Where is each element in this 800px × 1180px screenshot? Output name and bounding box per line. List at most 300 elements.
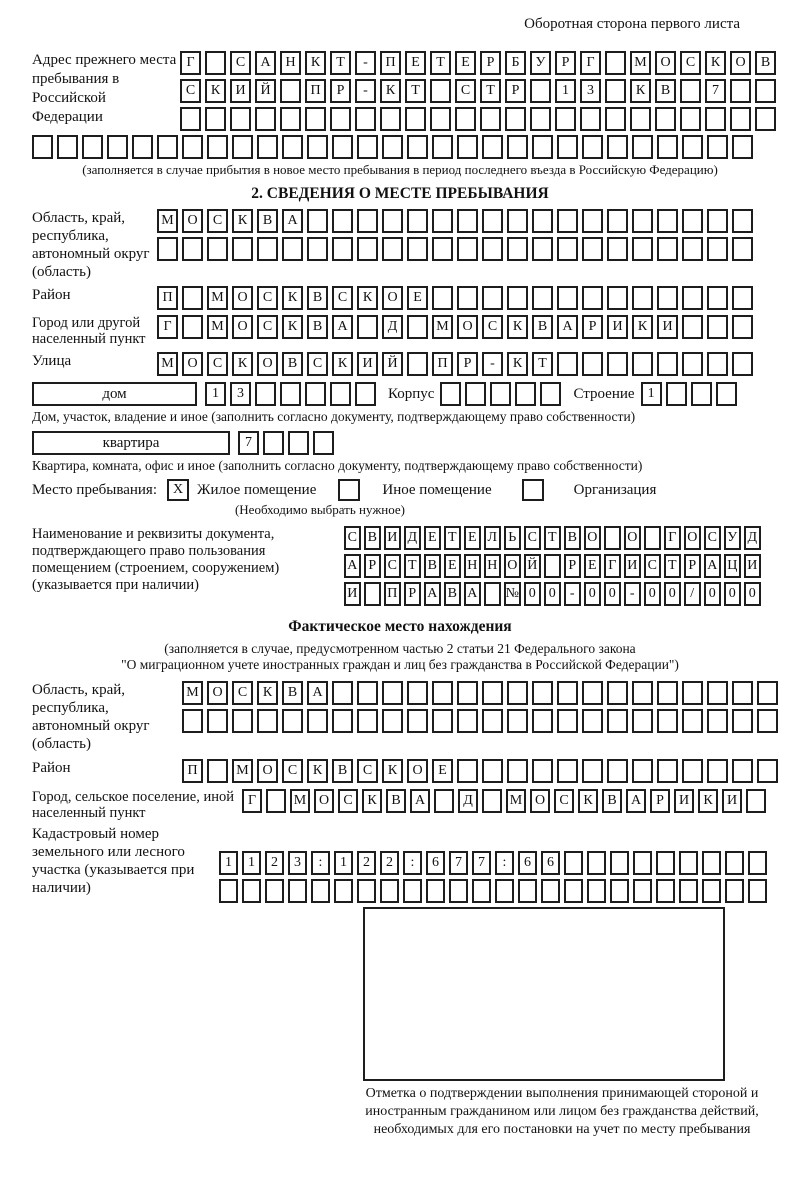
char-cell bbox=[725, 851, 744, 875]
char-cell: В bbox=[564, 526, 581, 550]
char-cell: М bbox=[207, 315, 228, 339]
char-cell bbox=[282, 237, 303, 261]
char-cell: С bbox=[207, 352, 228, 376]
char-cell: 7 bbox=[472, 851, 491, 875]
char-cell bbox=[207, 759, 228, 783]
char-cell bbox=[607, 759, 628, 783]
char-cell: К bbox=[257, 681, 278, 705]
raion-field bbox=[0, 286, 800, 310]
char-cell: И bbox=[624, 554, 641, 578]
char-cell bbox=[432, 681, 453, 705]
char-cell bbox=[746, 789, 766, 813]
char-cell bbox=[432, 237, 453, 261]
fact-raion-label: Район bbox=[32, 760, 71, 776]
char-cell: О bbox=[182, 352, 203, 376]
char-cell: / bbox=[684, 582, 701, 606]
char-cell: К bbox=[282, 315, 303, 339]
char-cell bbox=[607, 352, 628, 376]
char-cell: А bbox=[557, 315, 578, 339]
fact-raion-row bbox=[182, 759, 778, 783]
ulitsa-label: Улица bbox=[32, 353, 72, 369]
char-cell bbox=[582, 681, 603, 705]
char-cell: В bbox=[364, 526, 381, 550]
char-cell: № bbox=[504, 582, 521, 606]
char-cell bbox=[607, 135, 628, 159]
char-cell: Й bbox=[524, 554, 541, 578]
char-cell bbox=[182, 709, 203, 733]
char-cell bbox=[605, 51, 626, 75]
char-cell bbox=[518, 879, 537, 903]
char-cell: 7 bbox=[705, 79, 726, 103]
char-cell bbox=[182, 237, 203, 261]
option-inoe-label: Иное помещение bbox=[382, 481, 492, 498]
char-cell bbox=[757, 681, 778, 705]
char-cell: - bbox=[564, 582, 581, 606]
char-cell bbox=[582, 286, 603, 310]
char-cell bbox=[382, 709, 403, 733]
char-cell bbox=[455, 107, 476, 131]
char-cell bbox=[232, 135, 253, 159]
char-cell: С bbox=[332, 286, 353, 310]
char-cell bbox=[432, 286, 453, 310]
fact-oblast-rows bbox=[182, 681, 778, 733]
char-cell bbox=[707, 286, 728, 310]
char-cell: Г bbox=[604, 554, 621, 578]
char-cell: 1 bbox=[242, 851, 261, 875]
char-cell bbox=[748, 851, 767, 875]
char-cell bbox=[280, 107, 301, 131]
char-cell bbox=[532, 286, 553, 310]
char-cell bbox=[657, 709, 678, 733]
korpus-cells bbox=[440, 382, 561, 406]
char-cell bbox=[757, 709, 778, 733]
ulitsa-field bbox=[0, 352, 800, 376]
oblast-row-2 bbox=[157, 237, 753, 261]
char-cell: Р bbox=[457, 352, 478, 376]
char-cell bbox=[732, 315, 753, 339]
char-cell: Т bbox=[532, 352, 553, 376]
char-cell bbox=[180, 107, 201, 131]
char-cell bbox=[407, 135, 428, 159]
char-cell bbox=[232, 237, 253, 261]
char-cell: 3 bbox=[230, 382, 251, 406]
char-cell bbox=[607, 709, 628, 733]
char-cell: О bbox=[314, 789, 334, 813]
char-cell: В bbox=[257, 209, 278, 233]
char-cell bbox=[380, 107, 401, 131]
char-cell bbox=[657, 681, 678, 705]
char-cell: Ц bbox=[724, 554, 741, 578]
char-cell bbox=[482, 789, 502, 813]
char-cell bbox=[207, 237, 228, 261]
char-cell bbox=[707, 709, 728, 733]
kvartira-caption: Квартира, комната, офис и иное (заполнить согласно документу, подтверждающему право собственности) bbox=[32, 458, 643, 473]
char-cell bbox=[257, 709, 278, 733]
char-cell bbox=[482, 709, 503, 733]
char-cell: 0 bbox=[664, 582, 681, 606]
char-cell: - bbox=[624, 582, 641, 606]
gorod-field bbox=[0, 315, 800, 347]
fact-gorod-field bbox=[0, 789, 800, 821]
char-cell bbox=[657, 759, 678, 783]
char-cell bbox=[505, 107, 526, 131]
fact-oblast-row-2 bbox=[182, 709, 778, 733]
char-cell bbox=[157, 135, 178, 159]
char-cell: В bbox=[282, 352, 303, 376]
char-cell bbox=[495, 879, 514, 903]
char-cell bbox=[682, 709, 703, 733]
char-cell: Т bbox=[664, 554, 681, 578]
char-cell bbox=[364, 582, 381, 606]
char-cell: Е bbox=[584, 554, 601, 578]
char-cell: С bbox=[282, 759, 303, 783]
char-cell: П bbox=[305, 79, 326, 103]
char-cell: Т bbox=[444, 526, 461, 550]
char-cell bbox=[656, 879, 675, 903]
kadastr-field bbox=[0, 825, 800, 903]
prev-address-rows bbox=[180, 51, 776, 131]
char-cell bbox=[610, 879, 629, 903]
char-cell: Р bbox=[582, 315, 603, 339]
char-cell bbox=[532, 237, 553, 261]
char-cell bbox=[632, 237, 653, 261]
stamp-box bbox=[363, 907, 725, 1081]
char-cell: Р bbox=[330, 79, 351, 103]
section2-title: 2. СВЕДЕНИЯ О МЕСТЕ ПРЕБЫВАНИЯ bbox=[251, 185, 549, 202]
char-cell bbox=[332, 709, 353, 733]
char-cell: С bbox=[257, 315, 278, 339]
char-cell: В bbox=[307, 286, 328, 310]
char-cell bbox=[207, 135, 228, 159]
char-cell bbox=[541, 879, 560, 903]
stroenie-cells bbox=[641, 382, 737, 406]
oblast-label: Область, край, республика, автономный округ (область) bbox=[32, 210, 150, 280]
char-cell: А bbox=[410, 789, 430, 813]
kvartira-box-label: квартира bbox=[32, 431, 230, 455]
char-cell: О bbox=[407, 759, 428, 783]
char-cell bbox=[182, 286, 203, 310]
char-cell: В bbox=[307, 315, 328, 339]
char-cell: 1 bbox=[334, 851, 353, 875]
char-cell: А bbox=[332, 315, 353, 339]
char-cell bbox=[32, 135, 53, 159]
char-cell: И bbox=[230, 79, 251, 103]
char-cell bbox=[682, 681, 703, 705]
option-organizatsiya-label: Организация bbox=[573, 481, 657, 498]
char-cell bbox=[748, 879, 767, 903]
char-cell bbox=[355, 382, 376, 406]
char-cell bbox=[557, 209, 578, 233]
char-cell bbox=[434, 789, 454, 813]
char-cell bbox=[507, 681, 528, 705]
char-cell: Л bbox=[484, 526, 501, 550]
char-cell: Е bbox=[405, 51, 426, 75]
char-cell bbox=[605, 107, 626, 131]
char-cell bbox=[357, 879, 376, 903]
char-cell bbox=[430, 107, 451, 131]
char-cell bbox=[265, 879, 284, 903]
prev-address-label: Адрес прежнего места пребывания в Российской Федерации bbox=[32, 52, 177, 125]
char-cell: 1 bbox=[219, 851, 238, 875]
checkbox-inoe bbox=[338, 479, 360, 501]
char-cell: С bbox=[307, 352, 328, 376]
char-cell: П bbox=[157, 286, 178, 310]
char-cell bbox=[255, 107, 276, 131]
char-cell bbox=[449, 879, 468, 903]
char-cell bbox=[530, 79, 551, 103]
mesto-label: Место пребывания: bbox=[32, 481, 157, 498]
dom-cells bbox=[205, 382, 376, 406]
char-cell bbox=[682, 315, 703, 339]
char-cell bbox=[472, 879, 491, 903]
char-cell: О bbox=[584, 526, 601, 550]
document-rows bbox=[344, 526, 761, 606]
char-cell bbox=[730, 107, 751, 131]
char-cell: О bbox=[207, 681, 228, 705]
char-cell bbox=[482, 237, 503, 261]
char-cell bbox=[707, 681, 728, 705]
char-cell bbox=[465, 382, 486, 406]
char-cell bbox=[282, 709, 303, 733]
char-cell: О bbox=[655, 51, 676, 75]
char-cell bbox=[507, 759, 528, 783]
char-cell bbox=[632, 681, 653, 705]
char-cell bbox=[732, 759, 753, 783]
char-cell: О bbox=[504, 554, 521, 578]
char-cell bbox=[482, 286, 503, 310]
char-cell: В bbox=[282, 681, 303, 705]
char-cell bbox=[457, 286, 478, 310]
prev-address-row-3 bbox=[180, 107, 776, 131]
char-cell bbox=[707, 315, 728, 339]
fact-title: Фактическое место нахождения bbox=[288, 618, 512, 635]
char-cell bbox=[332, 237, 353, 261]
char-cell bbox=[507, 237, 528, 261]
char-cell: М bbox=[506, 789, 526, 813]
char-cell bbox=[357, 135, 378, 159]
char-cell: А bbox=[424, 582, 441, 606]
char-cell bbox=[255, 382, 276, 406]
char-cell: 0 bbox=[744, 582, 761, 606]
char-cell bbox=[482, 209, 503, 233]
char-cell bbox=[311, 879, 330, 903]
char-cell bbox=[732, 709, 753, 733]
char-cell: 0 bbox=[704, 582, 721, 606]
char-cell: К bbox=[232, 352, 253, 376]
char-cell: Т bbox=[404, 554, 421, 578]
char-cell: Е bbox=[444, 554, 461, 578]
char-cell: С bbox=[384, 554, 401, 578]
char-cell bbox=[107, 135, 128, 159]
char-cell bbox=[702, 879, 721, 903]
char-cell bbox=[407, 209, 428, 233]
char-cell bbox=[657, 352, 678, 376]
char-cell bbox=[732, 286, 753, 310]
char-cell: О bbox=[232, 315, 253, 339]
char-cell bbox=[679, 851, 698, 875]
char-cell: С bbox=[230, 51, 251, 75]
char-cell bbox=[357, 315, 378, 339]
char-cell: М bbox=[157, 352, 178, 376]
char-cell bbox=[182, 135, 203, 159]
char-cell bbox=[507, 209, 528, 233]
char-cell: Г bbox=[157, 315, 178, 339]
char-cell bbox=[657, 209, 678, 233]
char-cell bbox=[207, 709, 228, 733]
char-cell: С bbox=[644, 554, 661, 578]
fact-oblast-field bbox=[0, 681, 800, 753]
char-cell: М bbox=[232, 759, 253, 783]
char-cell bbox=[266, 789, 286, 813]
char-cell: Е bbox=[424, 526, 441, 550]
char-cell: Д bbox=[744, 526, 761, 550]
char-cell bbox=[544, 554, 561, 578]
kadastr-rows bbox=[219, 825, 767, 903]
char-cell bbox=[407, 237, 428, 261]
stroenie-label: Строение bbox=[573, 385, 635, 402]
char-cell: И bbox=[657, 315, 678, 339]
char-cell: 0 bbox=[724, 582, 741, 606]
char-cell: Р bbox=[650, 789, 670, 813]
fact-caption-2: "О миграционном учете иностранных граждан и лиц без гражданства в Российской Федерации") bbox=[121, 657, 679, 672]
char-cell bbox=[582, 759, 603, 783]
char-cell bbox=[332, 209, 353, 233]
char-cell: 3 bbox=[288, 851, 307, 875]
char-cell bbox=[557, 352, 578, 376]
char-cell: К bbox=[507, 352, 528, 376]
char-cell bbox=[357, 237, 378, 261]
dom-caption: Дом, участок, владение и иное (заполнить согласно документу, подтверждающему право собственности) bbox=[32, 409, 636, 424]
char-cell: С bbox=[455, 79, 476, 103]
char-cell bbox=[656, 851, 675, 875]
char-cell bbox=[732, 681, 753, 705]
char-cell bbox=[157, 237, 178, 261]
char-cell: К bbox=[630, 79, 651, 103]
char-cell: А bbox=[704, 554, 721, 578]
kvartira-cells bbox=[238, 431, 334, 455]
fact-gorod-row bbox=[242, 789, 766, 813]
mesto-prebyvaniya-row bbox=[0, 479, 800, 501]
char-cell bbox=[607, 237, 628, 261]
char-cell bbox=[382, 681, 403, 705]
prev-address-row-1 bbox=[180, 51, 776, 75]
raion-row bbox=[157, 286, 753, 310]
kadastr-label: Кадастровый номер земельного или лесного участка (указывается при наличии) bbox=[32, 826, 195, 896]
fact-gorod-label: Город, сельское поселение, иной населенный пункт bbox=[32, 789, 235, 821]
char-cell bbox=[407, 352, 428, 376]
char-cell: С bbox=[338, 789, 358, 813]
char-cell: Н bbox=[464, 554, 481, 578]
char-cell bbox=[705, 107, 726, 131]
char-cell bbox=[432, 709, 453, 733]
oblast-row-1 bbox=[157, 209, 753, 233]
char-cell: М bbox=[290, 789, 310, 813]
char-cell: К bbox=[362, 789, 382, 813]
char-cell: М bbox=[207, 286, 228, 310]
char-cell: Т bbox=[330, 51, 351, 75]
char-cell: Р bbox=[564, 554, 581, 578]
kadastr-row-2 bbox=[219, 879, 767, 903]
char-cell bbox=[587, 851, 606, 875]
char-cell: О bbox=[457, 315, 478, 339]
char-cell: 0 bbox=[524, 582, 541, 606]
char-cell bbox=[532, 759, 553, 783]
char-cell: 1 bbox=[555, 79, 576, 103]
char-cell: Р bbox=[404, 582, 421, 606]
korpus-label: Корпус bbox=[388, 385, 435, 402]
char-cell: П bbox=[384, 582, 401, 606]
char-cell bbox=[582, 709, 603, 733]
char-cell: А bbox=[282, 209, 303, 233]
char-cell bbox=[557, 759, 578, 783]
char-cell bbox=[632, 352, 653, 376]
char-cell: П bbox=[182, 759, 203, 783]
char-cell: - bbox=[355, 79, 376, 103]
char-cell: К bbox=[305, 51, 326, 75]
char-cell: 2 bbox=[357, 851, 376, 875]
char-cell bbox=[307, 209, 328, 233]
char-cell bbox=[482, 135, 503, 159]
char-cell bbox=[457, 709, 478, 733]
prev-address-caption: (заполняется в случае прибытия в новое место пребывания в период последнего въезда в Российскую Федерацию) bbox=[82, 162, 718, 177]
char-cell bbox=[657, 135, 678, 159]
char-cell bbox=[357, 709, 378, 733]
char-cell bbox=[82, 135, 103, 159]
option-zhiloe-label: Жилое помещение bbox=[197, 481, 317, 498]
char-cell bbox=[691, 382, 712, 406]
char-cell bbox=[230, 107, 251, 131]
char-cell: Т bbox=[480, 79, 501, 103]
char-cell: Д bbox=[382, 315, 403, 339]
char-cell bbox=[432, 135, 453, 159]
char-cell: О bbox=[530, 789, 550, 813]
char-cell: К bbox=[282, 286, 303, 310]
char-cell bbox=[732, 209, 753, 233]
char-cell: 2 bbox=[380, 851, 399, 875]
char-cell bbox=[257, 237, 278, 261]
char-cell bbox=[515, 382, 536, 406]
char-cell: Н bbox=[280, 51, 301, 75]
char-cell: Д bbox=[458, 789, 478, 813]
char-cell: В bbox=[602, 789, 622, 813]
char-cell bbox=[382, 135, 403, 159]
char-cell: А bbox=[464, 582, 481, 606]
char-cell bbox=[610, 851, 629, 875]
char-cell: С bbox=[180, 79, 201, 103]
char-cell bbox=[582, 135, 603, 159]
char-cell: И bbox=[607, 315, 628, 339]
char-cell bbox=[313, 431, 334, 455]
char-cell bbox=[532, 209, 553, 233]
char-cell: Р bbox=[684, 554, 701, 578]
char-cell: 0 bbox=[544, 582, 561, 606]
char-cell bbox=[532, 709, 553, 733]
char-cell: Р bbox=[364, 554, 381, 578]
char-cell bbox=[707, 209, 728, 233]
char-cell bbox=[716, 382, 737, 406]
kvartira-field bbox=[0, 431, 800, 455]
char-cell: Е bbox=[464, 526, 481, 550]
char-cell bbox=[732, 237, 753, 261]
char-cell: Е bbox=[407, 286, 428, 310]
char-cell: М bbox=[157, 209, 178, 233]
char-cell: Г bbox=[242, 789, 262, 813]
char-cell bbox=[725, 879, 744, 903]
char-cell bbox=[557, 286, 578, 310]
char-cell: К bbox=[307, 759, 328, 783]
char-cell bbox=[604, 526, 621, 550]
gorod-row bbox=[157, 315, 753, 339]
